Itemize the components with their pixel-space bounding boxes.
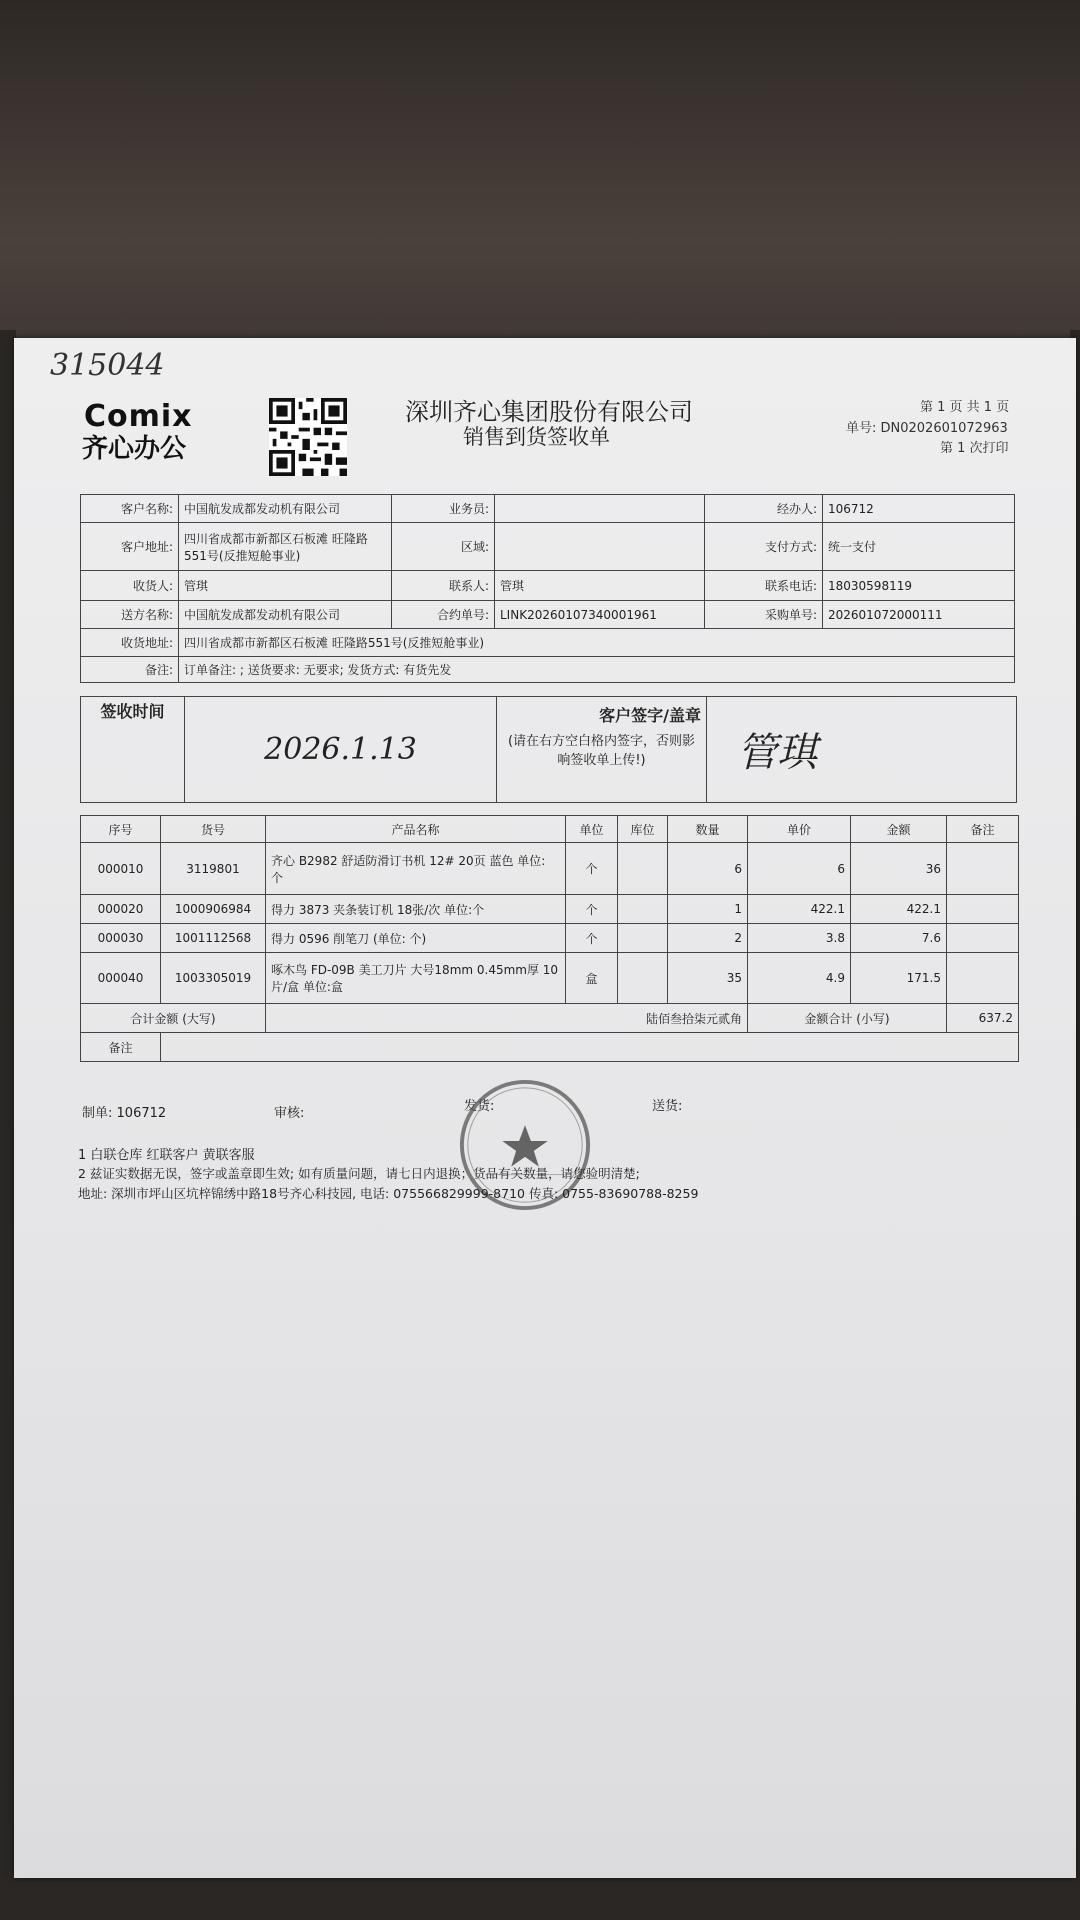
header-info-table <box>80 494 1015 683</box>
contract-number: LINK20260107340001961 <box>495 601 705 629</box>
maker-label: 制单: <box>82 1106 113 1121</box>
contact: 管琪 <box>495 571 705 601</box>
background-top <box>0 0 1080 345</box>
region-label: 区域: <box>392 523 495 571</box>
maker-field <box>82 1102 166 1121</box>
remark: 订单备注: ; 送货要求: 无要求; 发货方式: 有货先发 <box>179 657 1015 683</box>
items-table <box>80 815 1019 1062</box>
payment-label: 支付方式: <box>705 523 823 571</box>
footer-line-1: 1 白联仓库 红联客户 黄联客服 <box>78 1148 255 1163</box>
items-header-quantity: 数量 <box>668 816 748 843</box>
remark-label: 备注: <box>81 657 179 683</box>
item-unit: 个 <box>566 924 618 953</box>
customer-sign-cell <box>497 697 707 803</box>
table-row <box>81 843 1019 895</box>
item-note <box>947 843 1019 895</box>
items-header-note: 备注 <box>947 816 1019 843</box>
item-note <box>947 895 1019 924</box>
item-amount: 422.1 <box>851 895 947 924</box>
item-price: 6 <box>748 843 851 895</box>
receiver-label: 收货人: <box>81 571 179 601</box>
receiver: 管琪 <box>179 571 392 601</box>
handler: 106712 <box>823 495 1015 523</box>
deliver-label: 送货: <box>652 1099 683 1114</box>
contact-label: 联系人: <box>392 571 495 601</box>
item-note <box>947 924 1019 953</box>
item-location <box>618 953 668 1004</box>
ship-to-label: 送方名称: <box>81 601 179 629</box>
delivery-address: 四川省成都市新都区石板滩 旺隆路551号(反推短舱事业) <box>179 629 1015 657</box>
review-label: 审核: <box>274 1106 305 1121</box>
item-code: 1000906984 <box>161 895 266 924</box>
item-name: 得力 3873 夹条装订机 18张/次 单位:个 <box>266 895 566 924</box>
item-quantity: 35 <box>668 953 748 1004</box>
background-bottom <box>0 1875 1080 1920</box>
bottom-remark-label: 备注 <box>81 1033 161 1062</box>
handwritten-number: 315044 <box>50 348 165 383</box>
item-unit: 个 <box>566 843 618 895</box>
table-row <box>81 895 1019 924</box>
item-amount: 36 <box>851 843 947 895</box>
item-location <box>618 843 668 895</box>
maker-value: 106712 <box>116 1106 167 1121</box>
qr-code-icon <box>268 398 348 476</box>
print-count: 第 1 次打印 <box>940 441 1009 456</box>
item-code: 1001112568 <box>161 924 266 953</box>
region <box>495 523 705 571</box>
page-count: 第 1 页 共 1 页 <box>920 400 1010 415</box>
item-seq: 000020 <box>81 895 161 924</box>
footer-line-3: 地址: 深圳市坪山区坑梓锦绣中路18号齐心科技园, 电话: 075566829999-8710 传真: 0755-83690788-8259 <box>78 1186 699 1201</box>
total-lower-value: 637.2 <box>947 1004 1019 1033</box>
customer-name: 中国航发成都发动机有限公司 <box>179 495 392 523</box>
item-seq: 000040 <box>81 953 161 1004</box>
item-name: 啄木鸟 FD-09B 美工刀片 大号18mm 0.45mm厚 10片/盒 单位:盒 <box>266 953 566 1004</box>
logo-cn: 齐心办公 <box>82 434 187 464</box>
items-header-amount: 金额 <box>851 816 947 843</box>
items-header-seq: 序号 <box>81 816 161 843</box>
item-seq: 000010 <box>81 843 161 895</box>
customer-sign-label: 客户签字/盖章 <box>599 706 701 725</box>
item-unit: 个 <box>566 895 618 924</box>
items-header-price: 单价 <box>748 816 851 843</box>
item-name: 齐心 B2982 舒适防滑订书机 12# 20页 蓝色 单位: 个 <box>266 843 566 895</box>
item-amount: 171.5 <box>851 953 947 1004</box>
item-note <box>947 953 1019 1004</box>
table-row <box>81 953 1019 1004</box>
item-name: 得力 0596 削笔刀 (单位: 个) <box>266 924 566 953</box>
customer-signature: 管琪 <box>707 697 1017 803</box>
items-header-name: 产品名称 <box>266 816 566 843</box>
shipper-label: 发货: <box>464 1099 495 1114</box>
ship-to: 中国航发成都发动机有限公司 <box>179 601 392 629</box>
customer-address: 四川省成都市新都区石板滩 旺隆路551号(反推短舱事业) <box>179 523 392 571</box>
total-lower-label: 金额合计 (小写) <box>748 1004 947 1033</box>
item-price: 422.1 <box>748 895 851 924</box>
item-location <box>618 924 668 953</box>
phone-label: 联系电话: <box>705 571 823 601</box>
item-code: 3119801 <box>161 843 266 895</box>
customer-address-label: 客户地址: <box>81 523 179 571</box>
handler-label: 经办人: <box>705 495 823 523</box>
item-unit: 盒 <box>566 953 618 1004</box>
document-title: 销售到货签收单 <box>463 425 610 449</box>
item-quantity: 2 <box>668 924 748 953</box>
salesperson-label: 业务员: <box>392 495 495 523</box>
sign-table <box>80 696 1017 803</box>
customer-sign-note: (请在右方空白格内签字，否则影响签收单上传!) <box>507 734 696 768</box>
item-seq: 000030 <box>81 924 161 953</box>
total-upper-value: 陆佰叁拾柒元贰角 <box>266 1004 748 1033</box>
document-number: 单号: DN0202601072963 <box>846 421 1008 436</box>
purchase-label: 采购单号: <box>705 601 823 629</box>
item-quantity: 6 <box>668 843 748 895</box>
customer-name-label: 客户名称: <box>81 495 179 523</box>
sign-time-label: 签收时间 <box>81 697 185 803</box>
company-title: 深圳齐心集团股份有限公司 <box>405 398 693 426</box>
item-code: 1003305019 <box>161 953 266 1004</box>
purchase-number: 202601072000111 <box>823 601 1015 629</box>
item-quantity: 1 <box>668 895 748 924</box>
item-location <box>618 895 668 924</box>
phone: 18030598119 <box>823 571 1015 601</box>
bottom-remark-value <box>161 1033 1019 1062</box>
item-price: 4.9 <box>748 953 851 1004</box>
total-upper-label: 合计金额 (大写) <box>81 1004 266 1033</box>
items-header-code: 货号 <box>161 816 266 843</box>
logo-en: Comix <box>84 399 193 434</box>
contract-label: 合约单号: <box>392 601 495 629</box>
delivery-address-label: 收货地址: <box>81 629 179 657</box>
item-price: 3.8 <box>748 924 851 953</box>
item-amount: 7.6 <box>851 924 947 953</box>
table-row <box>81 924 1019 953</box>
salesperson <box>495 495 705 523</box>
sign-time-value: 2026.1.13 <box>185 697 497 803</box>
items-header-unit: 单位 <box>566 816 618 843</box>
payment: 统一支付 <box>823 523 1015 571</box>
footer-line-2: 2 兹证实数据无误，签字或盖章即生效; 如有质量问题，请七日内退换；货品有关数量，请您验明清楚; <box>78 1166 640 1181</box>
items-header-location: 库位 <box>618 816 668 843</box>
